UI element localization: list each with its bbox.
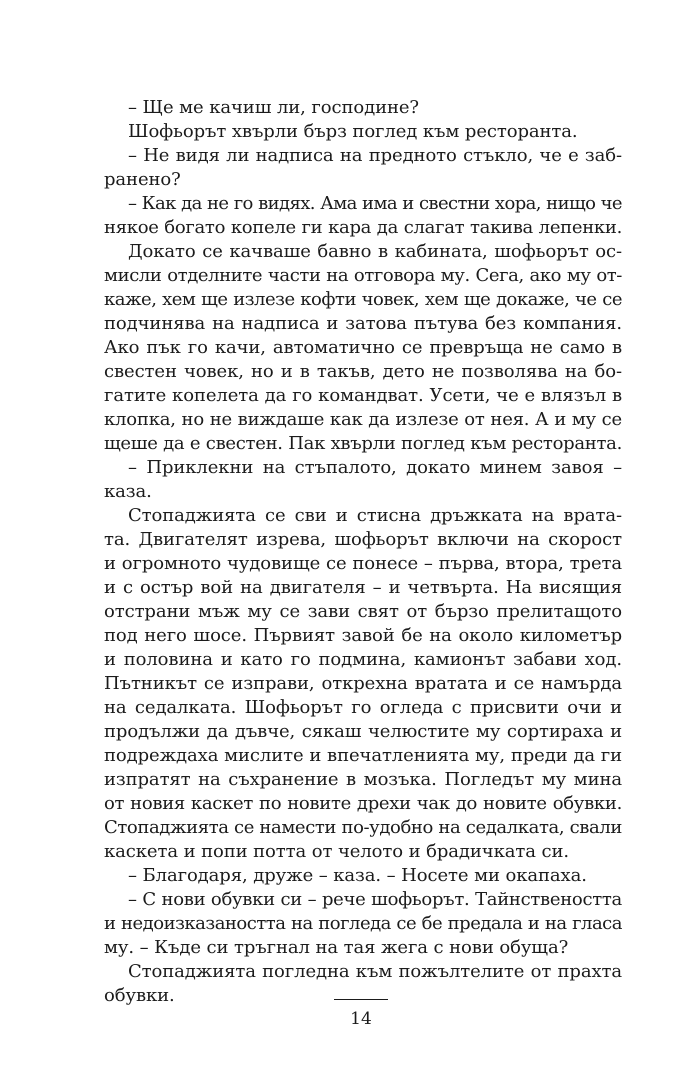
footer-rule <box>334 999 388 1000</box>
text-line: – Не видя ли надписа на предното стъкло, че е заб- <box>128 145 622 166</box>
text-line: продължи да дъвче, сякаш челюстите му сортираха и <box>104 721 622 742</box>
text-line: подчинява на надписа и затова пътува без компания. <box>104 313 622 334</box>
text-line: и с остър вой на двигателя – и четвърта. На висящия <box>104 577 622 598</box>
text-line: и половина и като го подмина, камионът забави ход. <box>104 649 622 670</box>
text-line: Шофьорът хвърли бърз поглед към ресторанта. <box>128 121 578 142</box>
text-line: – Приклекни на стъпалото, докато минем завоя – <box>128 457 622 478</box>
text-line: Стопаджията се намести по-удобно на седалката, свали <box>104 817 622 838</box>
text-line: изпратят на съхранение в мозъка. Погледът му мина <box>104 769 622 790</box>
text-line: някое богато копеле ги кара да слагат такива лепенки. <box>104 217 622 238</box>
text-line: подреждаха мислите и впечатленията му, преди да ги <box>104 745 622 766</box>
text-line: – Благодаря, друже – каза. – Носете ми окапаха. <box>128 865 587 886</box>
text-line: – С нови обувки си – рече шофьорът. Тайнствеността <box>128 889 622 910</box>
text-line: на седалката. Шофьорът го огледа с присвити очи и <box>104 697 622 718</box>
text-line: Докато се качваше бавно в кабината, шофьорът ос- <box>128 241 622 262</box>
text-line: гатите копелета да го командват. Усети, че е влязъл в <box>104 385 622 406</box>
text-line: Стопаджията погледна към пожълтелите от прахта <box>128 961 622 982</box>
text-line: – Как да не го видях. Ама има и свестни хора, нищо че <box>128 193 622 214</box>
text-line: свестен човек, но и в такъв, дето не позволява на бо- <box>104 361 622 382</box>
text-line: ранено? <box>104 169 181 190</box>
text-line: щеше да е свестен. Пак хвърли поглед към ресторанта. <box>104 433 622 454</box>
text-line: каза. <box>104 481 152 502</box>
text-line: – Ще ме качиш ли, господине? <box>128 97 419 118</box>
text-line: и недоизказаността на погледа се бе предала и на гласа <box>104 913 622 934</box>
text-line: Ако пък го качи, автоматично се превръща не само в <box>104 337 622 358</box>
text-line: Пътникът се изправи, открехна вратата и се намърда <box>104 673 622 694</box>
text-line: и огромното чудовище се понесе – първа, втора, трета <box>104 553 622 574</box>
text-line: обувки. <box>104 985 175 1006</box>
text-line: та. Двигателят изрева, шофьорът включи на скорост <box>104 529 622 550</box>
text-line: му. – Къде си тръгнал на тая жега с нови обуща? <box>104 937 569 958</box>
text-line: отстрани мъж му се зави свят от бързо прелитащото <box>104 601 622 622</box>
text-line: каскета и попи потта от челото и брадичката си. <box>104 841 569 862</box>
page-number: 14 <box>350 1009 372 1029</box>
text-line: каже, хем ще излезе кофти човек, хем ще докаже, че се <box>104 289 622 310</box>
text-line: клопка, но не виждаше как да излезе от нея. А и му се <box>104 409 622 430</box>
text-line: мисли отделните части на отговора му. Сега, ако му от- <box>104 265 622 286</box>
text-line: Стопаджията се сви и стисна дръжката на врата- <box>128 505 622 526</box>
text-line: от новия каскет по новите дрехи чак до новите обувки. <box>104 793 622 814</box>
text-line: под него шосе. Първият завой бе на около километър <box>104 625 622 646</box>
